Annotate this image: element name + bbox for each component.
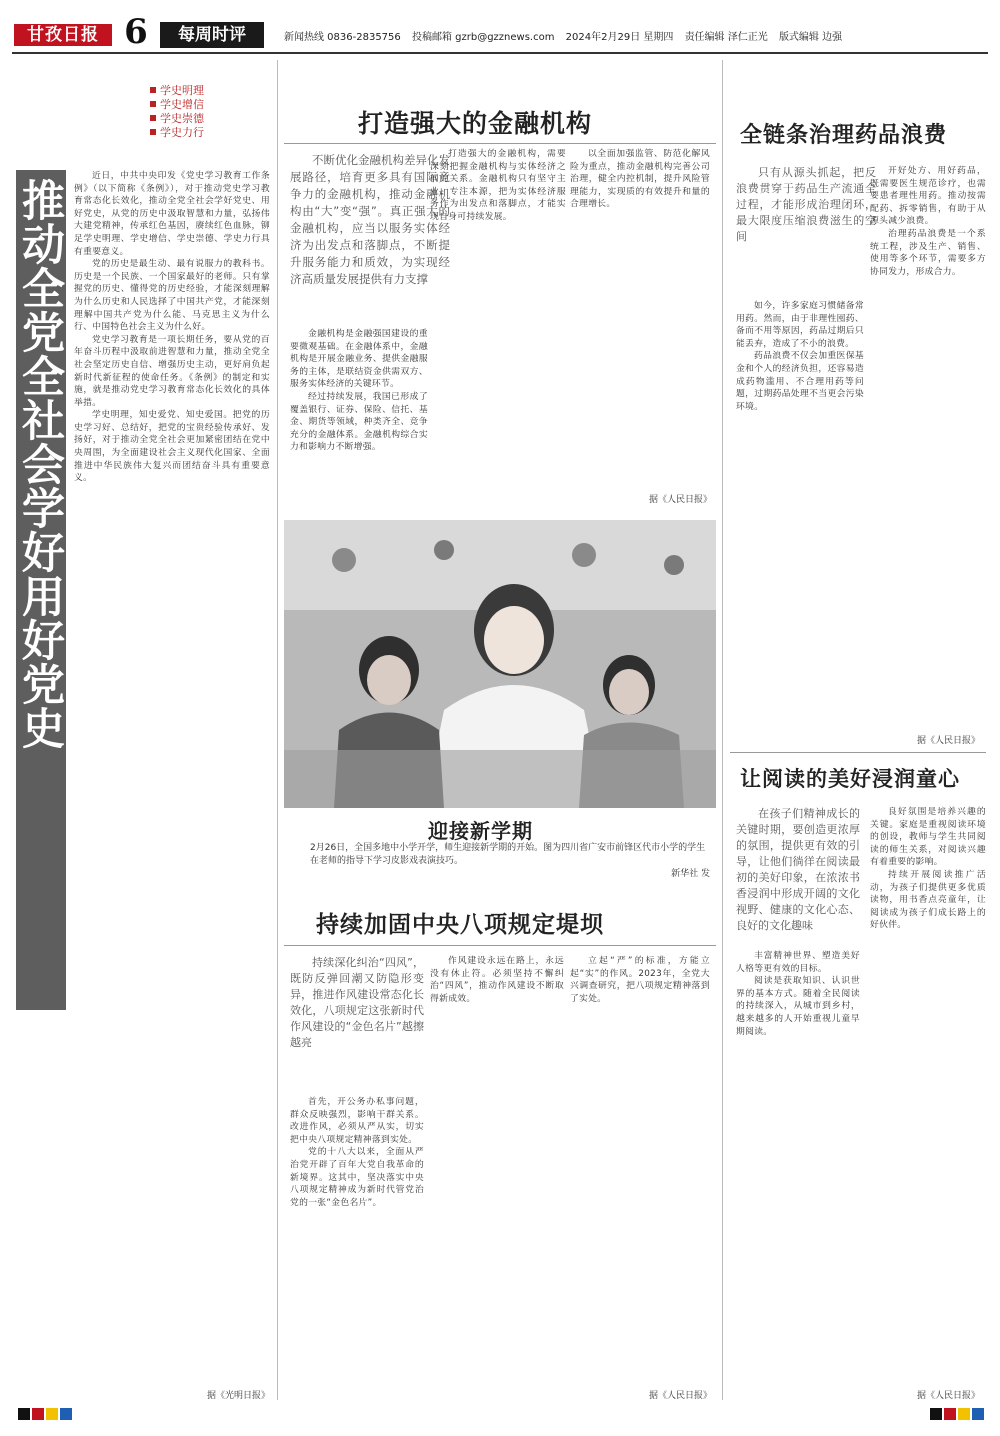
email: 投稿邮箱 gzrb@gzznews.com — [411, 32, 555, 43]
hotline: 新闻热线 0836-2835756 — [284, 32, 401, 43]
header-info — [284, 28, 984, 43]
paragraph: 持续开展阅读推广活动，为孩子们提供更多优质读物，用书香点亮童年，让阅读成为孩子们成长路上的好伙伴。 — [870, 869, 986, 931]
finance-body-col2 — [430, 148, 566, 224]
eight-body-col3 — [570, 955, 710, 1005]
tag-item: 学史明理 — [150, 84, 204, 98]
paragraph: 药品浪费不仅会加重医保基金和个人的经济负担，还容易造成药物滥用、不合理用药等问题，过期药品处理不当更会污染环境。 — [736, 351, 864, 412]
left-credit: 据《光明日报》 — [206, 1391, 270, 1401]
page-number: 6 — [124, 12, 148, 52]
paragraph: 良好氛围是培养兴趣的关键。家庭是重视阅读环境的创设，教师与学生共同阅读的师生关系，对阅读兴趣有着重要的影响。 — [870, 807, 986, 868]
paragraph: 学史明理，知史爱党、知史爱国。把党的历史学习好、总结好，把党的宝贵经验传承好、发扬好，对于推动全党全社会更加紧密团结在党中央周围，为全面建设社会主义现代化国家、全面推进中华民族伟大复兴而团结奋斗具有重要意义。 — [74, 410, 270, 484]
eight-credit: 据《人民日报》 — [648, 1391, 712, 1401]
masthead — [0, 0, 1000, 58]
left-article-body — [74, 170, 270, 485]
reading-body-col2 — [870, 806, 986, 932]
photo-credit: 新华社 发 — [671, 869, 710, 879]
tag-item: 学史崇德 — [150, 112, 204, 126]
drug-headline: 全链条治理药品浪费 — [740, 123, 948, 148]
reading-headline: 让阅读的美好浸润童心 — [740, 767, 960, 791]
paragraph: 以全面加强监管、防范化解风险为重点，推动金融机构完善公司治理，健全内控机制，提升风险管理能力，实现质的有效提升和量的合理增长。 — [570, 149, 710, 210]
tag-item: 学史增信 — [150, 98, 204, 112]
print-color-bar — [18, 1408, 984, 1422]
header-rule — [12, 52, 988, 54]
paragraph: 作风建设永远在路上，永远没有休止符。必须坚持不懈纠治“四风”，推动作风建设不断取得新成效。 — [430, 956, 564, 1004]
finance-credit: 据《人民日报》 — [648, 495, 712, 505]
issue-date: 2024年2月29日 星期四 — [565, 32, 674, 43]
finance-headline: 打造强大的金融机构 — [358, 109, 593, 138]
eight-lede: 持续深化纠治“四风”，既防反弹回潮又防隐形变异，推进作风建设常态化长效化，八项规定这张新时代作风建设的“金色名片”越擦越亮 — [290, 956, 424, 1049]
finance-body-col3 — [570, 148, 710, 211]
eight-headline: 持续加固中央八项规定堤坝 — [316, 912, 604, 938]
paragraph: 首先，开公务办私事问题，群众反映强烈，影响干群关系。改进作风，必须从严从实，切实把中央八项规定精神落到实处。 — [290, 1097, 424, 1145]
bullet-icon — [150, 101, 156, 107]
finance-body-col1 — [290, 328, 428, 454]
column-divider — [722, 60, 723, 1400]
bullet-icon — [150, 129, 156, 135]
paragraph: 立起“严”的标准，方能立起“实”的作风。2023年，全党大兴调查研究，把八项规定精神落到了实处。 — [570, 956, 710, 1004]
reading-credit: 据《人民日报》 — [916, 1391, 980, 1401]
divider — [730, 752, 986, 753]
editor: 责任编辑 泽仁正光 — [684, 32, 768, 43]
paragraph: 阅读是获取知识、认识世界的基本方式。随着全民阅读的持续深入，从城市到乡村，越来越多的人开始重视儿童早期阅读。 — [736, 976, 860, 1037]
left-headline: 推动全党全社会学好用好党史 — [15, 178, 65, 750]
drug-body-col1 — [736, 300, 864, 413]
paragraph: 如今，许多家庭习惯储备常用药。然而，由于非理性囤药、备而不用等原因，药品过期后只能丢弃，造成了不小的浪费。 — [736, 301, 864, 349]
drug-body-col2 — [870, 165, 986, 278]
news-photo — [284, 520, 716, 808]
paragraph: 金融机构是金融强国建设的重要微观基础。在金融体系中，金融机构是开展金融业务、提供金融服务的主体，是联结资金供需双方、服务实体经济的关键环节。 — [290, 329, 428, 390]
paragraph: 党的十八大以来，全面从严治党开辟了百年大党自我革命的新境界。这其中，坚决落实中央八项规定精神成为新时代管党治党的一张“金色名片”。 — [290, 1147, 424, 1208]
bullet-icon — [150, 115, 156, 121]
newspaper-logo: 甘孜日报 — [14, 24, 112, 46]
classroom-photo-icon — [284, 520, 716, 808]
section-title: 每周时评 — [160, 22, 264, 48]
finance-lede: 不断优化金融机构差异化发展路径，培育更多具有国际竞争力的金融机构，推动金融机构由“大”变“强”。真正强大的金融机构，应当以服务实体经济为出发点和落脚点，不断提升服务能力和质效，为实现经济高质量发展提供有力支撑 — [290, 153, 450, 286]
paragraph: 丰富精神世界、塑造美好人格等更有效的目标。 — [736, 951, 860, 974]
paragraph: 党史学习教育是一项长期任务，要从党的百年奋斗历程中汲取前进智慧和力量，推动全党全社会坚定历史自信、增强历史主动，更好肩负起新时代新征程的使命任务。《条例》的制定和实施，就是推动党史学习教育常态化长效化的具体举措。 — [74, 334, 270, 408]
paragraph: 治理药品浪费是一个系统工程，涉及生产、销售、使用等多个环节，需要多方协同发力，形成合力。 — [870, 228, 986, 277]
paragraph: 党的历史是最生动、最有说服力的教科书。历史是一个民族、一个国家最好的老师。只有掌握党的历史、懂得党的历史经验，才能深刻理解为什么历史和人民选择了中国共产党，才能深刻理解中国共产党为什么能、马克思主义为什么行、中国特色社会主义为什么好。 — [74, 259, 270, 333]
paragraph: 经过持续发展，我国已形成了覆盖银行、证券、保险、信托、基金、期货等领域，种类齐全、竞争充分的金融体系。金融机构综合实力和影响力不断增强。 — [290, 391, 428, 453]
layout-editor: 版式编辑 边强 — [778, 32, 843, 43]
divider — [284, 143, 716, 144]
photo-headline: 迎接新学期 — [428, 819, 533, 843]
tag-list — [150, 84, 204, 140]
reading-lede: 在孩子们精神成长的关键时期，要创造更浓厚的氛围，提供更有效的引导，让他们徜徉在阅读最初的美好印象，在浓浓书香浸润中形成开阔的文化视野、健康的文化心态、良好的文化趣味 — [736, 807, 860, 932]
bullet-icon — [150, 87, 156, 93]
photo-caption: 2月26日，全国多地中小学开学，师生迎接新学期的开始。图为四川省广安市前锋区代市小学的学生在老师的指导下学习皮影戏表演技巧。 新华社 发 — [310, 843, 710, 879]
column-divider — [277, 60, 278, 1400]
reading-body-col1 — [736, 950, 860, 1038]
divider — [284, 945, 716, 946]
paragraph: 开好处方、用好药品，既需要医生规范诊疗，也需要患者理性用药。推动按需配药、拆零销售，有助于从源头减少浪费。 — [870, 166, 986, 227]
tag-item: 学史力行 — [150, 126, 204, 140]
paragraph: 打造强大的金融机构，需要深刻把握金融机构与实体经济之间的关系。金融机构只有坚守主业、专注本源，把为实体经济服务作为出发点和落脚点，才能实现自身可持续发展。 — [430, 149, 566, 222]
drug-lede: 只有从源头抓起，把反浪费贯穿于药品生产流通全过程，才能形成治理闭环，最大限度压缩浪费滋生的空间 — [736, 166, 876, 243]
drug-credit: 据《人民日报》 — [916, 736, 980, 746]
eight-body-col1 — [290, 1096, 424, 1209]
eight-body-col2 — [430, 955, 564, 1005]
paragraph: 近日，中共中央印发《党史学习教育工作条例》（以下简称《条例》），对于推动党史学习教育常态化长效化，推动全党全社会学好党史、用好党史，从党的历史中汲取智慧和力量，弘扬伟大建党精神，传承红色基因，赓续红色血脉，铆足学史明理、学史增信、学史崇德、学史力行具有重要意义。 — [74, 171, 270, 257]
